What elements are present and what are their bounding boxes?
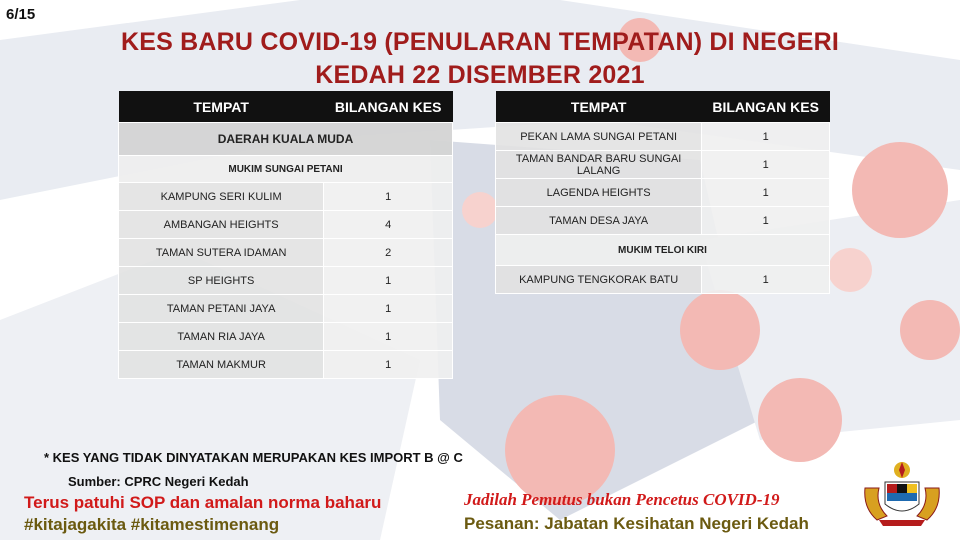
place-cell: PEKAN LAMA SUNGAI PETANI [496, 123, 702, 151]
header-bilangan-kes: BILANGAN KES [702, 91, 830, 123]
table-row [119, 267, 453, 295]
table-row [119, 183, 453, 211]
header-tempat: TEMPAT [496, 91, 702, 123]
header-tempat: TEMPAT [119, 91, 324, 123]
import-note: * KES YANG TIDAK DINYATAKAN MERUPAKAN KES IMPORT B @ C [44, 450, 463, 465]
count-cell: 4 [324, 211, 453, 239]
count-cell: 1 [702, 151, 830, 179]
count-cell: 1 [324, 323, 453, 351]
source-label: Sumber: CPRC Negeri Kedah [68, 474, 249, 489]
place-cell: TAMAN BANDAR BARU SUNGAI LALANG [496, 151, 702, 179]
count-cell: 1 [702, 179, 830, 207]
kedah-crest-icon [857, 458, 947, 528]
count-cell: 1 [702, 207, 830, 235]
count-cell: 1 [702, 266, 830, 294]
count-cell: 1 [324, 351, 453, 379]
page-title-line-2: KEDAH 22 DISEMBER 2021 [315, 61, 645, 89]
mukim-label: MUKIM TELOI KIRI [496, 235, 830, 266]
table-row [119, 211, 453, 239]
place-cell: TAMAN MAKMUR [119, 351, 324, 379]
table-row [119, 351, 453, 379]
place-cell: LAGENDA HEIGHTS [496, 179, 702, 207]
message-from: Pesanan: Jabatan Kesihatan Negeri Kedah [464, 514, 809, 533]
table-row [119, 295, 453, 323]
table-row [119, 323, 453, 351]
page-number: 6/15 [6, 6, 36, 23]
count-cell: 2 [324, 239, 453, 267]
table-row [119, 239, 453, 267]
slogan: Jadilah Pemutus bukan Pencetus COVID-19 [464, 490, 780, 509]
hashtags: #kitajagakita #kitamestimenang [24, 515, 280, 534]
place-cell: TAMAN SUTERA IDAMAN [119, 239, 324, 267]
place-cell: TAMAN PETANI JAYA [119, 295, 324, 323]
count-cell: 1 [324, 267, 453, 295]
daerah-label: DAERAH KUALA MUDA [119, 123, 453, 156]
place-cell: AMBANGAN HEIGHTS [119, 211, 324, 239]
count-cell: 1 [702, 123, 830, 151]
count-cell: 1 [324, 295, 453, 323]
page-title-line-1: KES BARU COVID-19 (PENULARAN TEMPATAN) DI NEGERI [121, 28, 839, 56]
table-row [496, 123, 830, 151]
place-cell: KAMPUNG SERI KULIM [119, 183, 324, 211]
table-row [496, 266, 830, 294]
sop-reminder: Terus patuhi SOP dan amalan norma baharu [24, 493, 382, 512]
mukim-label: MUKIM SUNGAI PETANI [119, 156, 453, 183]
place-cell: KAMPUNG TENGKORAK BATU [496, 266, 702, 294]
place-cell: TAMAN DESA JAYA [496, 207, 702, 235]
place-cell: TAMAN RIA JAYA [119, 323, 324, 351]
header-bilangan-kes: BILANGAN KES [324, 91, 453, 123]
place-cell: SP HEIGHTS [119, 267, 324, 295]
table-row [496, 151, 830, 179]
left-cases-table [118, 91, 453, 379]
table-row [496, 179, 830, 207]
right-cases-table [495, 91, 830, 294]
count-cell: 1 [324, 183, 453, 211]
table-row [496, 207, 830, 235]
